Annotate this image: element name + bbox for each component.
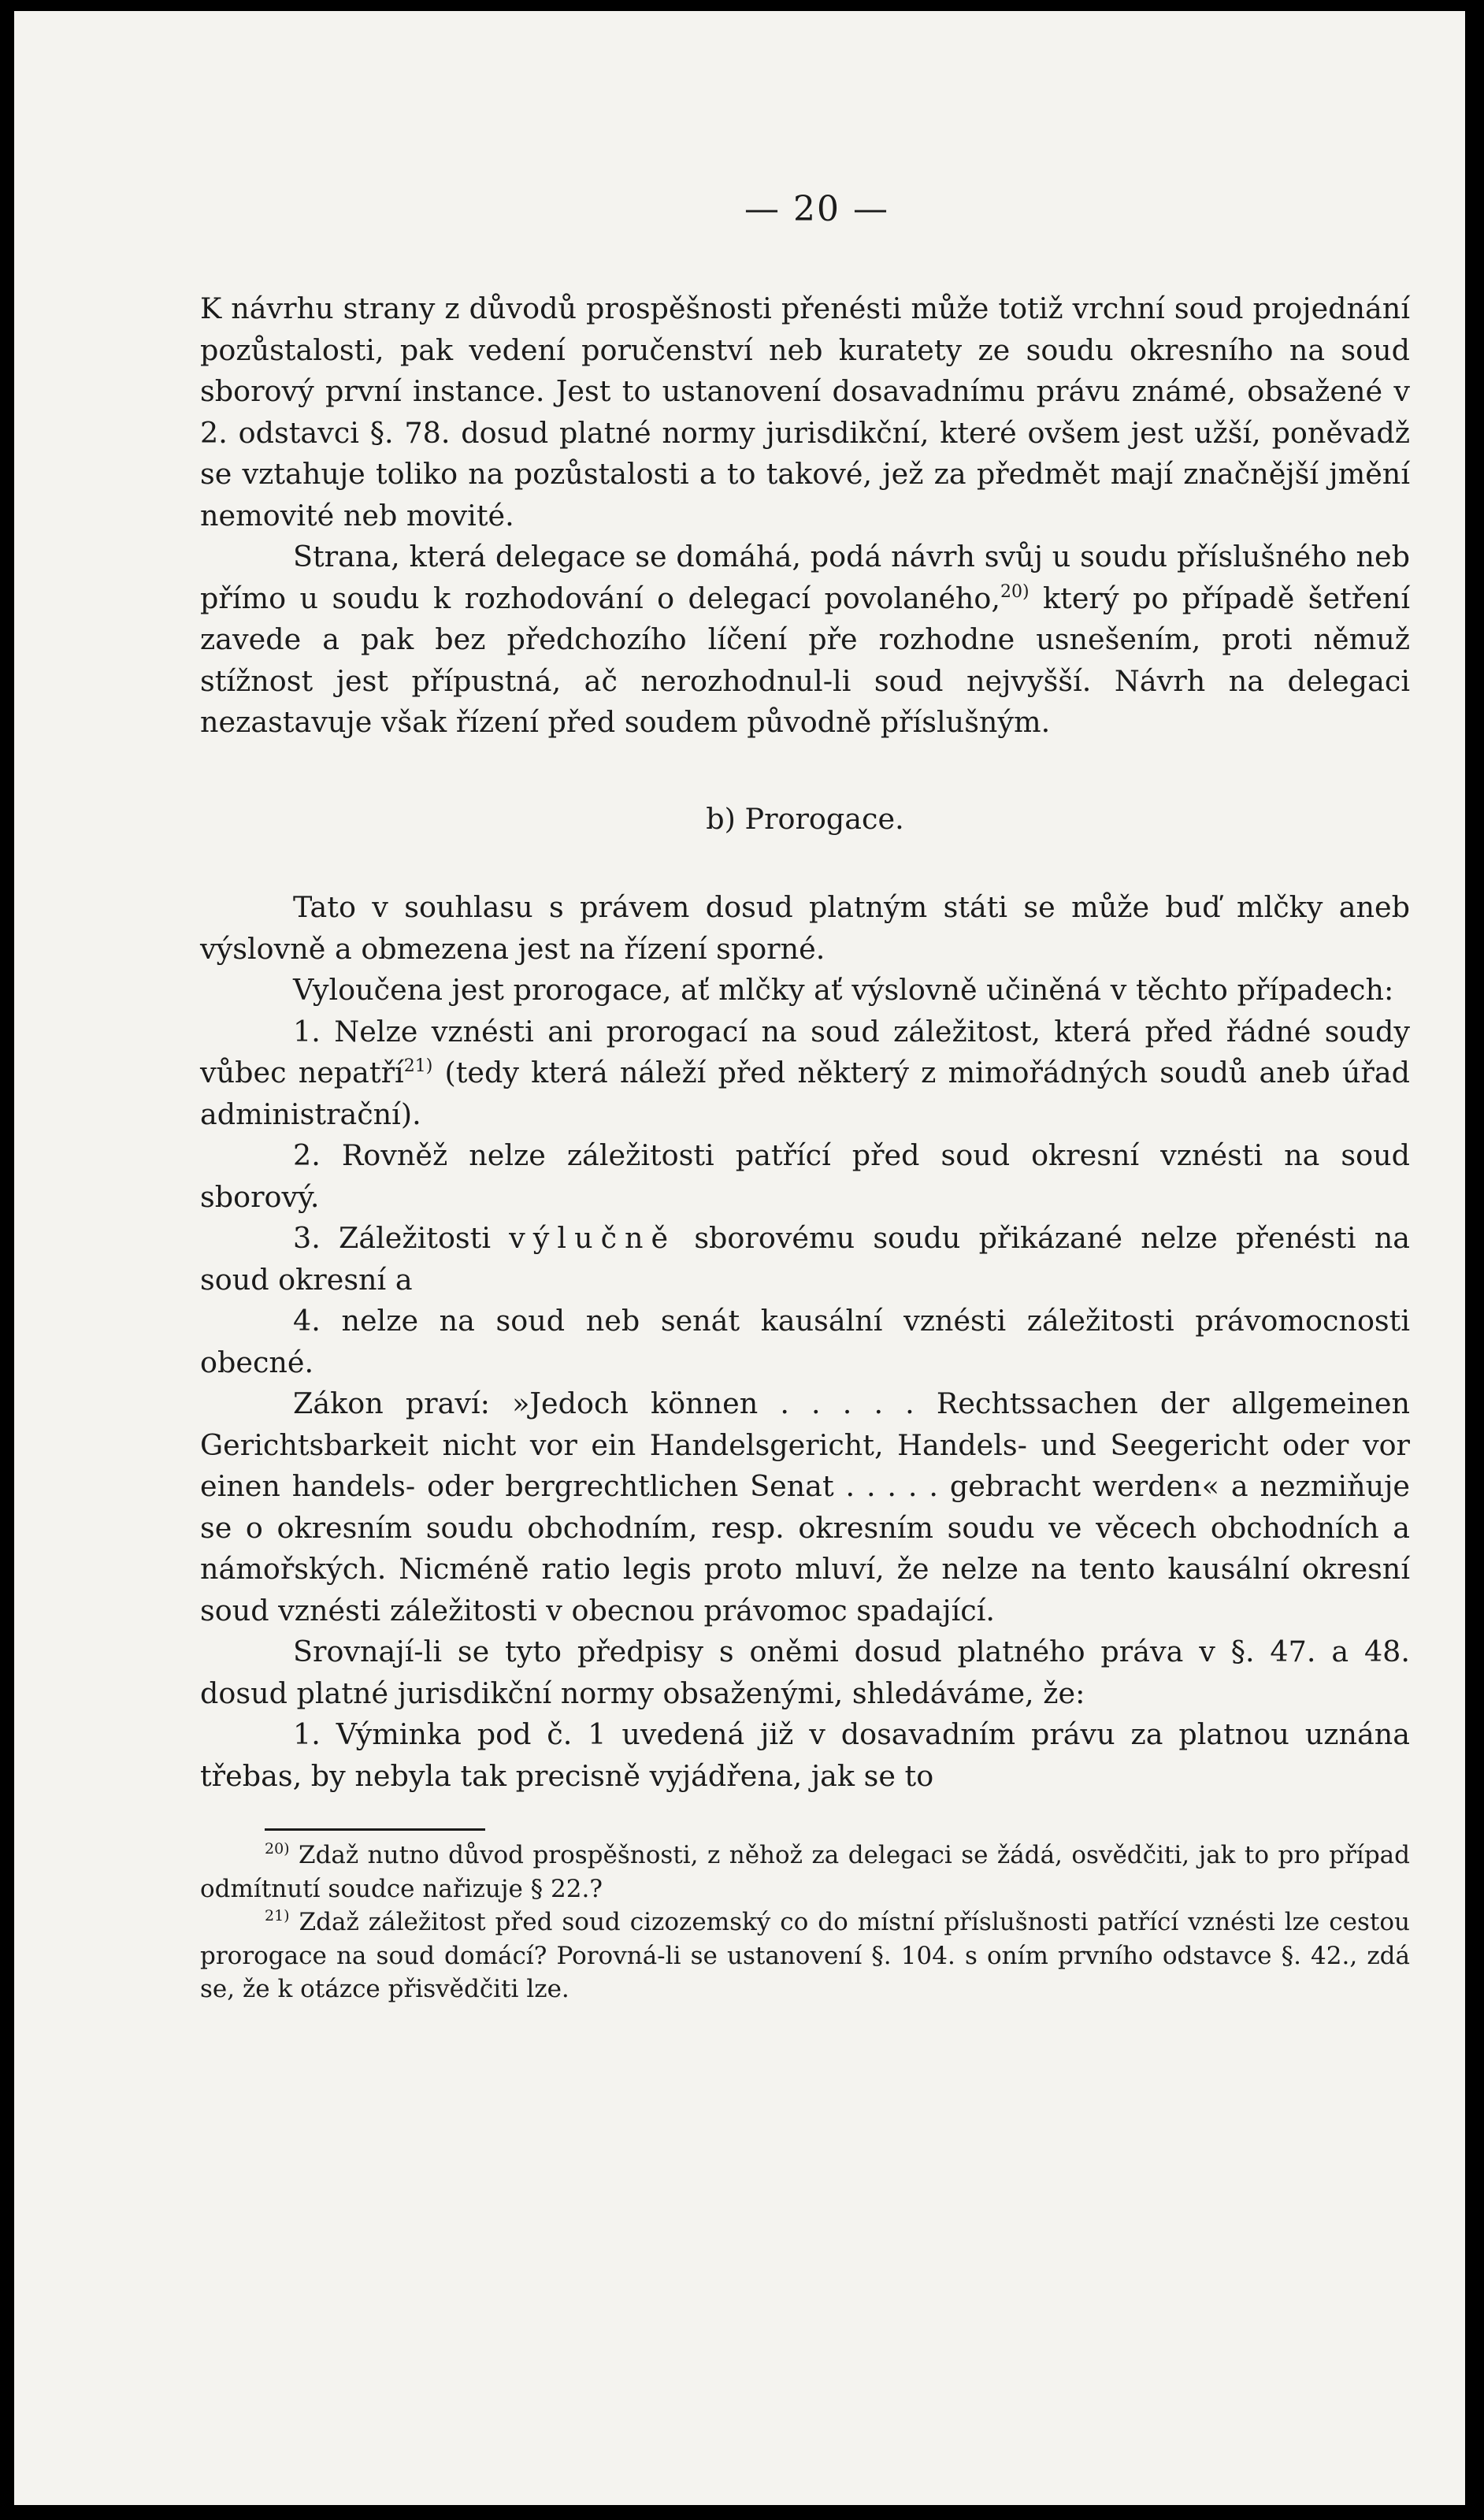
footnote-21	[200, 1906, 1410, 2006]
paragraph-exception-1: 1. Výminka pod č. 1 uvedená již v dosavadním právu za platnou uznána třebas, by nebyla tak precisně vyjádřena, jak se to	[200, 1717, 1410, 1793]
list-item-4: 4. nelze na soud neb senát kausální vznésti záležitosti právomocnosti obecné.	[200, 1304, 1410, 1379]
list-item-3	[200, 1218, 1410, 1301]
paragraph-delegation-request: K návrhu strany z důvodů prospěšnosti přenésti může totiž vrchní soud projednání pozůstalosti, pak vedení poručenství neb kuratety ze soudu okresního na soud sborový první instance. Jest to ustanovení dosavadnímu právu známé, obsažené v 2. odstavci §. 78. dosud platné normy jurisdikční, které ovšem jest užší, poněvadž se vztahuje toliko na pozůstalosti a to takové, jež za předmět mají značnější jmění nemovité neb movité.	[200, 291, 1410, 533]
page-content	[200, 186, 1410, 2006]
footnote-20	[200, 1839, 1410, 1906]
footnote-text: Zdaž záležitost před soud cizozemský co do místní příslušnosti patřící vznésti lze cestou prorogace na soud domácí? Porovná-li se ustanovení §. 104. s oním prvního odstavce §. 42., zdá se, že k otázce přisvědčiti lze.	[200, 1908, 1410, 2003]
footnote-marker: 20)	[265, 1840, 290, 1858]
paragraph-text: Strana, která delegace se domáhá, podá návrh svůj u soudu příslušného neb přímo u soudu k rozhodování o delegací povolaného,	[200, 540, 1410, 615]
paragraph-exclusions: Vyloučena jest prorogace, ať mlčky ať výslovně učiněná v těchto případech:	[293, 973, 1394, 1007]
list-item-2: 2. Rovněž nelze záležitosti patřící před soud okresní vznésti na soud sborový.	[200, 1138, 1410, 1214]
footnote-reference-21: 21)	[403, 1056, 433, 1076]
paragraph-prorogation: Tato v souhlasu s právem dosud platným státi se může buď mlčky aneb výslovně a obmezena jest na řízení sporné.	[200, 890, 1410, 966]
section-heading: b) Prorogace.	[706, 801, 904, 836]
list-item-text: sborovému soudu přikázané nelze přenésti na soud okresní a	[200, 1221, 1410, 1297]
list-item-1	[200, 1011, 1410, 1136]
page-number: — 20 —	[744, 189, 889, 229]
paragraph-text: který po případě šetření zavede a pak bez předchozího líčení pře rozhodne usnešením, proti němuž stížnost jest přípustná, ač nerozhodnul-li soud nejvyšší. Návrh na delegaci nezastavuje však řízení před soudem původně příslušným.	[200, 581, 1411, 739]
footnote-separator	[265, 1828, 485, 1831]
paragraph-comparison: Srovnají-li se tyto předpisy s oněmi dosud platného práva v §. 47. a 48. dosud platné jurisdikční normy obsaženými, shledáváme, že:	[200, 1635, 1410, 1710]
footnote-reference-20: 20)	[1000, 581, 1030, 602]
emphasized-word: výlučně	[509, 1221, 677, 1255]
footnote-text: Zdaž nutno důvod prospěšnosti, z něhož za delegaci se žádá, osvědčiti, jak to pro případ odmítnutí soudce nařizuje § 22.?	[200, 1841, 1410, 1903]
footnote-marker: 21)	[265, 1907, 290, 1924]
list-item-text: 3. Záležitosti	[293, 1221, 510, 1255]
paragraph-law-quote: Zákon praví: »Jedoch können . . . . . Rechtssachen der allgemeinen Gerichtsbarkeit nicht vor ein Handelsgericht, Handels- und Seegericht oder vor einen handels- oder bergrechtlichen Senat . . . . . gebracht werden« a nezmiňuje se o okresním soudu obchodním, resp. okresním soudu ve věcech obchodních a námořských. Nicméně ratio legis proto mluví, že nelze na tento kausální okresní soud vznésti záležitosti v obecnou právomoc spadající.	[200, 1386, 1410, 1627]
paragraph-delegation-procedure	[200, 536, 1410, 744]
scanned-page	[14, 11, 1465, 2505]
list-item-text: 1. Nelze vznésti ani prorogací na soud záležitost, která před řádné soudy vůbec nepatří	[200, 1014, 1410, 1089]
list-item-text: (tedy která náleží před některý z mimořádných soudů aneb úřad administrační).	[200, 1056, 1410, 1131]
